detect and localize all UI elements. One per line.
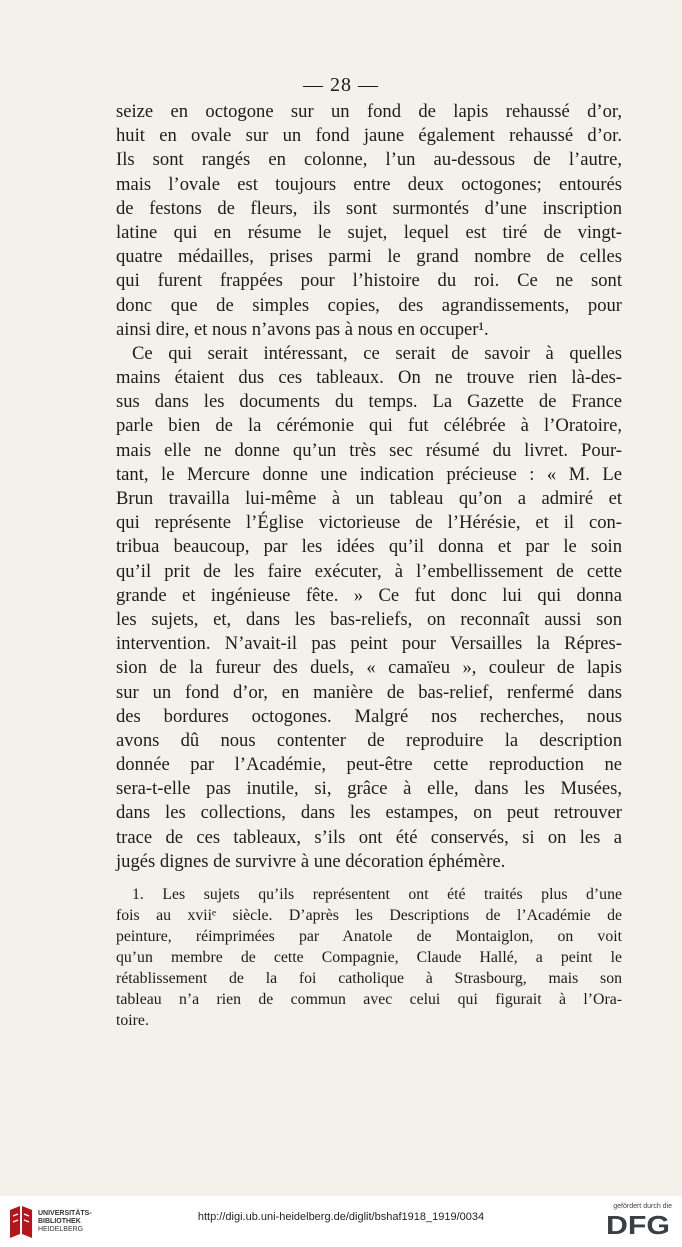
- document-url-link[interactable]: http://digi.ub.uni-heidelberg.de/diglit/bshaf1918_1919/0034: [197, 1211, 485, 1223]
- text-line: parle bien de la cérémonie qui fut célébrée à l’Oratoire,: [116, 415, 622, 437]
- text-line: tant, le Mercure donne une indication précieuse : « M. Le: [116, 463, 622, 485]
- text-line: mains étaient dus ces tableaux. On ne trouve rien là-des-: [116, 367, 622, 389]
- text-line: sera-t-elle pas inutile, si, grâce à elle, dans les Musées,: [116, 778, 622, 800]
- dfg-logo-text: DFG: [606, 1212, 670, 1236]
- text-line: donc que de simples copies, des agrandissements, pour: [116, 294, 622, 316]
- text-line: de festons de fleurs, ils sont surmontés d’une inscription: [116, 197, 622, 219]
- footnote-line: fois au xviiᵉ siècle. D’après les Descriptions de l’Académie de: [116, 907, 622, 924]
- library-name-line: BIBLIOTHEK: [38, 1218, 81, 1225]
- text-line: avons dû nous contenter de reproduire la description: [116, 729, 622, 751]
- text-line: ainsi dire, et nous n’avons pas à nous en occuper¹.: [116, 318, 489, 340]
- text-line: trace de ces tableaux, s’ils ont été conservés, si on les a: [116, 826, 622, 848]
- text-line: les sujets, et, dans les bas-reliefs, on reconnaît aussi son: [116, 608, 622, 630]
- footnote-line: qu’un membre de cette Compagnie, Claude Hallé, a peint le: [116, 949, 622, 966]
- text-line: qui furent frappées pour l’histoire du roi. Ce ne sont: [116, 270, 622, 292]
- text-line: qui représente l’Église victorieuse de l’Hérésie, et il con-: [116, 512, 622, 534]
- footer-bar: [0, 1196, 682, 1247]
- footnote-line: tableau n’a rien de commun avec celui qui figurait à l’Ora-: [116, 991, 622, 1008]
- funding-caption: gefördert durch die: [613, 1203, 672, 1210]
- footnote-line: 1. Les sujets qu’ils représentent ont été traités plus d’une: [132, 886, 622, 903]
- library-name-line: UNIVERSITÄTS-: [38, 1210, 92, 1217]
- text-line: mais l’ovale est toujours entre deux octogones; entourés: [116, 173, 622, 195]
- footnote-line: peinture, réimprimées par Anatole de Montaiglon, on voit: [116, 928, 622, 945]
- text-line: grande et ingénieuse fête. » Ce fut donc lui qui donna: [116, 584, 622, 606]
- footnote-line: toire.: [116, 1012, 149, 1029]
- footnote-line: rétablissement de la foi catholique à Strasbourg, mais son: [116, 970, 622, 987]
- text-line: latine qui en résume le sujet, lequel est tiré de vingt-: [116, 221, 622, 243]
- text-line: qu’il prit de les faire exécuter, à l’embellissement de cette: [116, 560, 622, 582]
- body-text: [116, 100, 622, 874]
- text-line: sion de la fureur des duels, « camaïeu », couleur de lapis: [116, 657, 622, 679]
- page-number: — 28 —: [303, 74, 379, 96]
- text-line: tribua beaucoup, par les idées qu’il donna et par le soin: [116, 536, 622, 558]
- text-line: Ce qui serait intéressant, ce serait de savoir à quelles: [132, 342, 622, 364]
- library-name-line: HEIDELBERG: [38, 1226, 84, 1233]
- text-line: Ils sont rangés en colonne, l’un au-dessous de l’autre,: [116, 149, 622, 171]
- text-line: intervention. N’avait-il pas peint pour Versailles la Répres-: [116, 633, 622, 655]
- text-line: quatre médailles, prises parmi le grand nombre de celles: [116, 246, 622, 268]
- text-line: jugés dignes de survivre à une décoration éphémère.: [116, 850, 506, 872]
- dfg-logo-icon: [606, 1212, 672, 1236]
- text-line: seize en octogone sur un fond de lapis rehaussé d’or,: [116, 101, 622, 122]
- text-line: dans les collections, dans les estampes, on peut retrouver: [116, 802, 622, 824]
- text-line: Brun travailla lui-même à un tableau qu’on a admiré et: [116, 488, 622, 509]
- footnotes: [116, 884, 622, 1031]
- text-line: mais elle ne donne qu’un très sec résumé du livret. Pour-: [116, 439, 622, 461]
- text-line: sur un fond d’or, en manière de bas-relief, renfermé dans: [116, 681, 622, 703]
- text-line: sus dans les documents du temps. La Gazette de France: [116, 391, 622, 413]
- text-line: donnée par l’Académie, peut-être cette reproduction ne: [116, 754, 622, 776]
- text-line: huit en ovale sur un fond jaune également rehaussé d’or.: [116, 125, 622, 147]
- text-line: des bordures octogones. Malgré nos recherches, nous: [116, 705, 622, 727]
